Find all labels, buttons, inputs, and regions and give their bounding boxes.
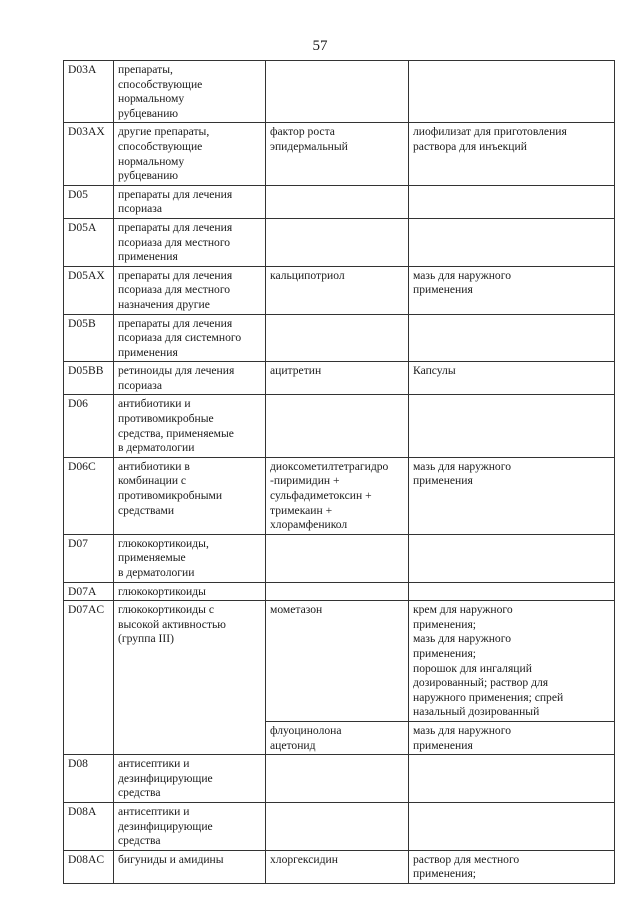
atc-code-cell: D07A — [64, 582, 114, 601]
group-cell-line: способствующие — [118, 139, 203, 153]
dosage-form-cell — [409, 266, 615, 314]
dosage-form-cell-line: лиофилизат для приготовления — [413, 125, 567, 139]
group-cell-line: средствами — [118, 503, 175, 517]
group-cell-line: применения — [118, 250, 178, 264]
substance-cell-line: -пиримидин + — [270, 474, 340, 488]
group-cell-line: рубцеванию — [118, 106, 179, 120]
dosage-form-cell-line: назальный дозированный — [413, 705, 540, 719]
group-cell-line: средства, применяемые — [118, 426, 234, 440]
dosage-form-cell-line: раствор для местного — [413, 852, 520, 866]
substance-cell-line: ацетонид — [270, 738, 316, 752]
dosage-form-cell-line: применения; — [413, 646, 477, 660]
atc-code-cell: D06 — [64, 395, 114, 457]
substance-cell-line: сульфадиметоксин + — [270, 489, 372, 503]
group-cell-line: высокой активностью — [118, 617, 226, 631]
group-cell — [114, 457, 266, 534]
substance-cell — [266, 185, 409, 218]
group-cell-line: антибиотики в — [118, 459, 190, 473]
group-cell-line: псориаза — [118, 202, 163, 216]
table-row — [64, 582, 615, 601]
group-cell — [114, 61, 266, 123]
group-cell-line: препараты для лечения — [118, 268, 233, 282]
table-row — [64, 185, 615, 218]
group-cell-line: средства — [118, 786, 161, 800]
substance-cell — [266, 218, 409, 266]
atc-code-cell: D03AX — [64, 123, 114, 185]
substance-cell — [266, 362, 409, 395]
group-cell — [114, 534, 266, 582]
group-cell-line: (группа III) — [118, 632, 174, 646]
group-cell-line: дезинфицирующие — [118, 771, 213, 785]
dosage-form-cell — [409, 850, 615, 883]
table-row — [64, 123, 615, 185]
substance-cell-line: флуоцинолона — [270, 723, 342, 737]
substance-cell-line: хлоргексидин — [270, 852, 338, 866]
table-row — [64, 534, 615, 582]
substance-cell-line: эпидермальный — [270, 139, 348, 153]
group-cell — [114, 123, 266, 185]
group-cell-line: глюкокортикоиды — [118, 584, 206, 598]
dosage-form-cell-line: дозированный; раствор для — [413, 676, 549, 690]
atc-code-cell: D05A — [64, 218, 114, 266]
dosage-form-cell-line: применения; — [413, 617, 477, 631]
atc-code-cell: D07 — [64, 534, 114, 582]
table-row — [64, 362, 615, 395]
dosage-form-cell-line: применения — [413, 283, 473, 297]
substance-cell — [266, 755, 409, 803]
substance-cell-line: хлорамфеникол — [270, 518, 348, 532]
dosage-form-cell — [409, 218, 615, 266]
atc-code-cell: D05B — [64, 314, 114, 362]
substance-cell — [266, 601, 409, 722]
group-cell-line: в дерматологии — [118, 441, 195, 455]
group-cell-line: противомикробные — [118, 412, 214, 426]
substance-cell — [266, 314, 409, 362]
group-cell-line: рубцеванию — [118, 169, 179, 183]
substance-cell-line: диоксометилтетрагидро — [270, 459, 389, 473]
table-row — [64, 850, 615, 883]
group-cell-line: применения — [118, 345, 178, 359]
dosage-form-cell — [409, 185, 615, 218]
dosage-form-cell-line: применения; — [413, 867, 477, 881]
group-cell-line: препараты для лечения — [118, 220, 233, 234]
substance-cell — [266, 582, 409, 601]
group-cell-line: глюкокортикоиды, — [118, 536, 209, 550]
group-cell-line: применяемые — [118, 551, 186, 565]
table-row — [64, 601, 615, 722]
table-row — [64, 266, 615, 314]
page-number: 57 — [312, 38, 328, 54]
group-cell — [114, 362, 266, 395]
group-cell-line: назначения другие — [118, 297, 210, 311]
atc-code-cell: D05AX — [64, 266, 114, 314]
dosage-form-cell — [409, 755, 615, 803]
dosage-form-cell-line: раствора для инъекций — [413, 139, 527, 153]
group-cell — [114, 601, 266, 755]
dosage-form-cell — [409, 582, 615, 601]
substance-cell — [266, 266, 409, 314]
dosage-form-cell — [409, 802, 615, 850]
dosage-form-cell-line: наружного применения; спрей — [413, 690, 564, 704]
group-cell-line: препараты для лечения — [118, 316, 233, 330]
group-cell-line: дезинфицирующие — [118, 819, 213, 833]
dosage-form-cell — [409, 395, 615, 457]
group-cell-line: антисептики и — [118, 757, 190, 771]
table-row — [64, 802, 615, 850]
dosage-form-cell — [409, 123, 615, 185]
group-cell-line: псориаза — [118, 378, 163, 392]
dosage-form-cell — [409, 457, 615, 534]
dosage-form-cell — [409, 534, 615, 582]
dosage-form-cell — [409, 721, 615, 754]
group-cell-line: псориаза для системного — [118, 331, 242, 345]
table-row — [64, 457, 615, 534]
dosage-form-cell-line: применения — [413, 474, 473, 488]
substance-cell — [266, 802, 409, 850]
group-cell-line: нормальному — [118, 154, 185, 168]
group-cell-line: комбинации с — [118, 474, 187, 488]
dosage-form-cell-line: Капсулы — [413, 364, 456, 378]
group-cell-line: в дерматологии — [118, 566, 195, 579]
substance-cell — [266, 61, 409, 123]
group-cell-line: антибиотики и — [118, 397, 191, 411]
group-cell — [114, 582, 266, 601]
substance-cell-line: тримекаин + — [270, 503, 333, 517]
drug-classification-table — [63, 60, 615, 884]
dosage-form-cell-line: мазь для наружного — [413, 268, 511, 282]
atc-code-cell: D05BB — [64, 362, 114, 395]
dosage-form-cell-line: крем для наружного — [413, 603, 513, 617]
group-cell-line: препараты, — [118, 63, 173, 76]
group-cell-line: псориаза для местного — [118, 283, 231, 297]
substance-cell-line: фактор роста — [270, 125, 335, 139]
table-row — [64, 61, 615, 123]
dosage-form-cell-line: порошок для ингаляций — [413, 661, 532, 675]
table-row — [64, 314, 615, 362]
atc-code-cell: D05 — [64, 185, 114, 218]
substance-cell-line: ацитретин — [270, 364, 322, 378]
substance-cell — [266, 123, 409, 185]
dosage-form-cell — [409, 601, 615, 722]
group-cell-line: нормальному — [118, 92, 185, 106]
atc-code-cell: D08 — [64, 755, 114, 803]
substance-cell-line: кальципотриол — [270, 268, 345, 282]
substance-cell — [266, 850, 409, 883]
atc-code-cell: D08A — [64, 802, 114, 850]
dosage-form-cell-line: мазь для наружного — [413, 459, 511, 473]
group-cell-line: другие препараты, — [118, 125, 210, 139]
group-cell — [114, 314, 266, 362]
dosage-form-cell — [409, 314, 615, 362]
substance-cell — [266, 534, 409, 582]
group-cell — [114, 218, 266, 266]
group-cell — [114, 266, 266, 314]
group-cell-line: ретиноиды для лечения — [118, 364, 235, 378]
atc-code-cell: D08AC — [64, 850, 114, 883]
dosage-form-cell — [409, 61, 615, 123]
atc-code-cell: D06C — [64, 457, 114, 534]
group-cell — [114, 185, 266, 218]
group-cell-line: антисептики и — [118, 804, 190, 818]
table-row — [64, 755, 615, 803]
dosage-form-cell-line: мазь для наружного — [413, 723, 511, 737]
group-cell-line: бигуниды и амидины — [118, 852, 224, 866]
substance-cell — [266, 721, 409, 754]
group-cell-line: противомикробными — [118, 489, 223, 503]
dosage-form-cell-line: мазь для наружного — [413, 632, 511, 646]
substance-cell — [266, 457, 409, 534]
table-row — [64, 395, 615, 457]
dosage-form-cell — [409, 362, 615, 395]
substance-cell — [266, 395, 409, 457]
group-cell — [114, 850, 266, 883]
group-cell-line: псориаза для местного — [118, 235, 231, 249]
group-cell-line: средства — [118, 834, 161, 848]
group-cell-line: способствующие — [118, 77, 203, 91]
group-cell — [114, 395, 266, 457]
table-row — [64, 218, 615, 266]
group-cell-line: препараты для лечения — [118, 187, 233, 201]
substance-cell-line: мометазон — [270, 603, 323, 617]
group-cell — [114, 802, 266, 850]
group-cell-line: глюкокортикоиды с — [118, 603, 214, 617]
atc-code-cell: D07AC — [64, 601, 114, 755]
dosage-form-cell-line: применения — [413, 738, 473, 752]
atc-code-cell: D03A — [64, 61, 114, 123]
group-cell — [114, 755, 266, 803]
